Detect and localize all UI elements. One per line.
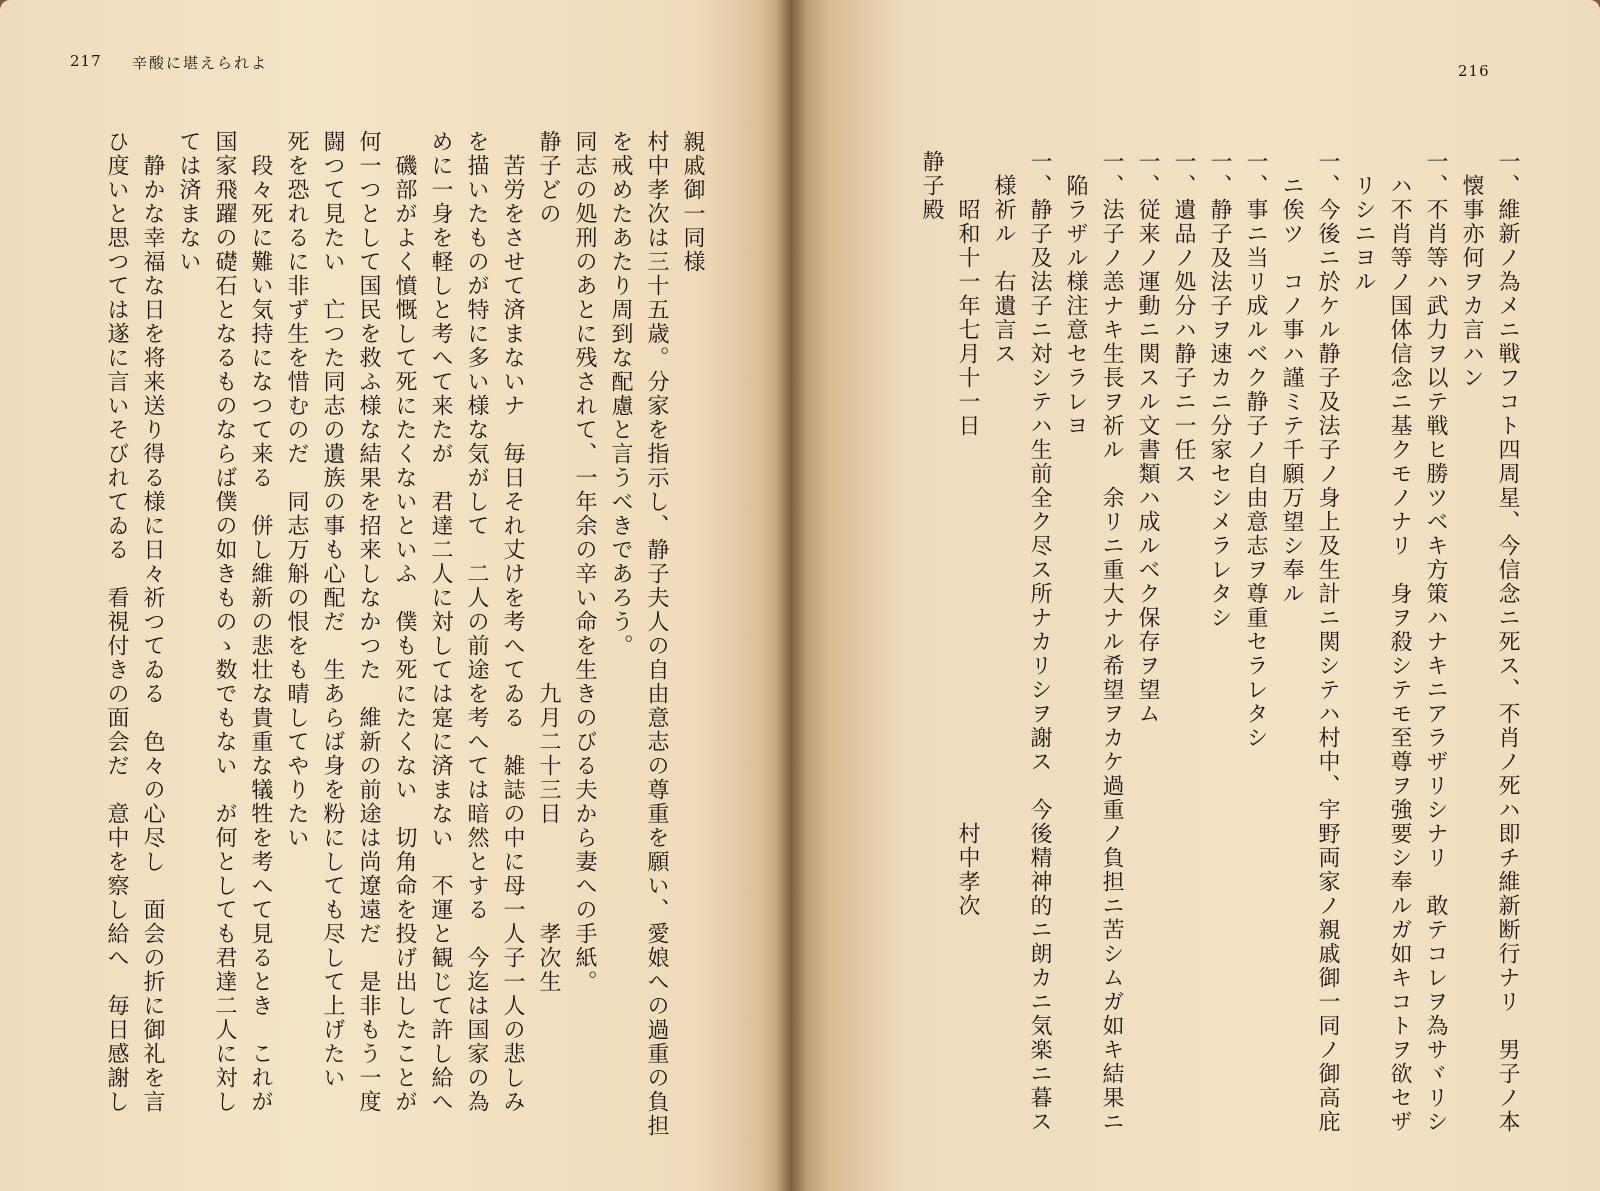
text-line: ひ度いと思つては遂に言いそびれてゐる 看視付きの面会だ 意中を察し給へ 毎日感謝し: [104, 130, 129, 1114]
text-line: 一、従来ノ運動ニ関スル文書類ハ成ルベク保存ヲ望ム: [1135, 150, 1160, 726]
text-line: 一、不肖等ハ武力ヲ以テ戦ヒ勝ツベキ方策ハナキニアラザリシナリ 敢テコレヲ為サヾリシ: [1423, 150, 1448, 1134]
text-line: 段々死に難い気持になつて来る 併し維新の悲壮な貴重な犠牲を考へて見るとき これが: [248, 130, 273, 1114]
text-line: 懐事亦何ヲカ言ハン: [1459, 150, 1484, 390]
text-line: 苦労をさせて済まないナ 毎日それ丈けを考へてゐる 雑誌の中に母一人子一人の悲しみ: [500, 130, 525, 1114]
text-line: 静子殿: [919, 150, 944, 222]
right-page-text: [845, 150, 1525, 1150]
text-line: 死を恐れるに非ず生を惜むのだ 同志万斛の恨をも晴してやりたい: [284, 130, 309, 850]
text-line: 国家飛躍の礎石となるものならば僕の如きものゝ数でもない が何としても君達二人に対し: [212, 130, 237, 1114]
text-line: 何一つとして国民を救ふ様な結果を招来しなかつた 維新の前途は尚遼遠だ 是非もう一度: [356, 130, 381, 1114]
text-line: 闘つて見たい 亡つた同志の遺族の事も心配だ 生あらば身を粉にしても尽して上げたい: [320, 130, 345, 1090]
text-line: ては済まない: [176, 130, 201, 274]
left-page: [0, 0, 790, 1191]
text-line: 一、事ニ当リ成ルベク静子ノ自由意志ヲ尊重セラレタシ: [1243, 150, 1268, 750]
text-line: 静かな幸福な日を将来送り得る様に日々祈つてゐる 色々の心尽し 面会の折に御礼を言: [140, 130, 165, 1114]
right-page: [790, 0, 1600, 1191]
left-page-text: [90, 130, 710, 1138]
text-line: を戒めたあたり周到な配慮と言うべきであろう。: [608, 130, 633, 658]
text-line: 村中孝次は三十五歳。分家を指示し、静子夫人の自由意志の尊重を願い、愛娘への過重の負担: [644, 130, 669, 1138]
book-gutter: [776, 0, 806, 1191]
text-line: 静子どの 九月二十三日 孝次生: [536, 130, 561, 994]
text-line: を描いたものが特に多い様な気がして 二人の前途を考へては暗然とする 今迄は国家の為: [464, 130, 489, 1114]
text-line: 一、静子及法子ヲ速カニ分家セシメラレタシ: [1207, 150, 1232, 630]
text-line: 親戚御一同様: [680, 130, 705, 274]
text-line: 一、法子ノ恙ナキ生長ヲ祈ル 余リニ重大ナル希望ヲカケ過重ノ負担ニ苦シムガ如キ結果ニ: [1099, 150, 1124, 1134]
text-line: 磯部がよく憤慨して死にたくないといふ 僕も死にたくない 切角命を投げ出したことが: [392, 130, 417, 1114]
text-line: 様祈ル 右遺言ス: [991, 150, 1016, 366]
text-line: ニ俟ツ コノ事ハ謹ミテ千願万望シ奉ル: [1279, 150, 1304, 606]
text-line: リシニヨル: [1351, 150, 1376, 294]
text-line: 昭和十一年七月十一日 村中孝次: [955, 150, 980, 918]
text-line: 一、維新ノ為メニ戦フコト四周星、今信念ニ死ス、不肖ノ死ハ即チ維新断行ナリ 男子ノ本: [1495, 150, 1520, 1134]
text-line: 陥ラザル様注意セラレヨ: [1063, 150, 1088, 438]
text-line: 一、遺品ノ処分ハ静子ニ一任ス: [1171, 150, 1196, 486]
left-page-number: 217: [70, 52, 102, 70]
text-line: めに一身を軽しと考へて来たが 君達二人に対しては寔に済まない 不運と観じて許し給へ: [428, 130, 453, 1114]
text-line: 一、今後ニ於ケル静子及法子ノ身上及生計ニ関シテハ村中、宇野両家ノ親戚御一同ノ御高庇: [1315, 150, 1340, 1134]
text-line: ハ不肖等ノ国体信念ニ基クモノナリ 身ヲ殺シテモ至尊ヲ強要シ奉ルガ如キコトヲ欲セザ: [1387, 150, 1412, 1134]
text-line: 一、静子及法子ニ対シテハ生前全ク尽ス所ナカリシヲ謝ス 今後精神的ニ朗カニ気楽ニ暮ス: [1027, 150, 1052, 1134]
text-line: 同志の処刑のあとに残されて、一年余の辛い命を生きのびる夫から妻への手紙。: [572, 130, 597, 994]
right-page-number: 216: [1458, 62, 1490, 80]
running-head: 辛酸に堪えられよ: [132, 54, 269, 72]
